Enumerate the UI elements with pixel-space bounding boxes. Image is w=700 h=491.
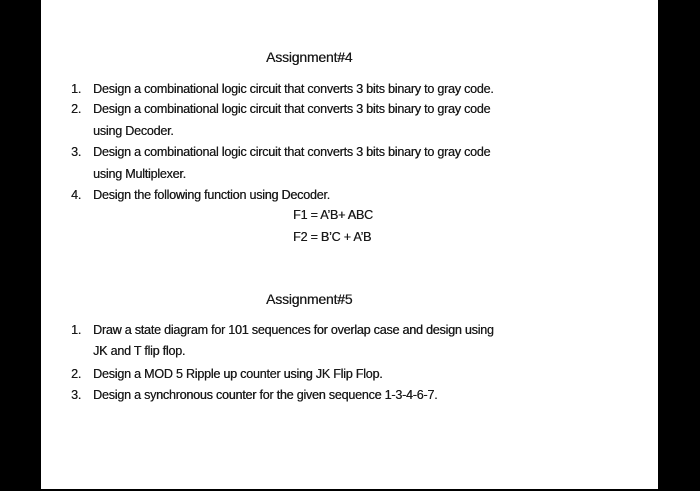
a5-item-1-number: 1. bbox=[71, 323, 82, 337]
a5-item-2-number: 2. bbox=[71, 367, 82, 381]
a4-item-2-text-cont: using Decoder. bbox=[93, 124, 174, 138]
formula-f2: F2 = B’C + A’B bbox=[293, 230, 372, 244]
document-page bbox=[41, 0, 658, 489]
a5-item-2-text: Design a MOD 5 Ripple up counter using JK Flip Flop. bbox=[93, 367, 383, 381]
formula-f1: F1 = A’B+ ABC bbox=[293, 208, 373, 222]
a5-item-1-text-cont: JK and T flip flop. bbox=[93, 344, 186, 358]
a4-item-2-number: 2. bbox=[71, 102, 82, 116]
assignment5-title: Assignment#5 bbox=[266, 291, 353, 307]
assignment4-title: Assignment#4 bbox=[266, 49, 353, 65]
a4-item-2-text: Design a combinational logic circuit that converts 3 bits binary to gray code bbox=[93, 102, 491, 116]
a4-item-4-text: Design the following function using Decoder. bbox=[93, 188, 330, 202]
a5-item-3-text: Design a synchronous counter for the given sequence 1-3-4-6-7. bbox=[93, 388, 438, 402]
a4-item-3-text: Design a combinational logic circuit that converts 3 bits binary to gray code bbox=[93, 145, 491, 159]
a4-item-3-text-cont: using Multiplexer. bbox=[93, 167, 186, 181]
a4-item-3-number: 3. bbox=[71, 145, 82, 159]
a4-item-4-number: 4. bbox=[71, 188, 82, 202]
a4-item-1-text: Design a combinational logic circuit that converts 3 bits binary to gray code. bbox=[93, 82, 494, 96]
a4-item-1-number: 1. bbox=[71, 82, 82, 96]
a5-item-1-text: Draw a state diagram for 101 sequences for overlap case and design using bbox=[93, 323, 494, 337]
a5-item-3-number: 3. bbox=[71, 388, 82, 402]
